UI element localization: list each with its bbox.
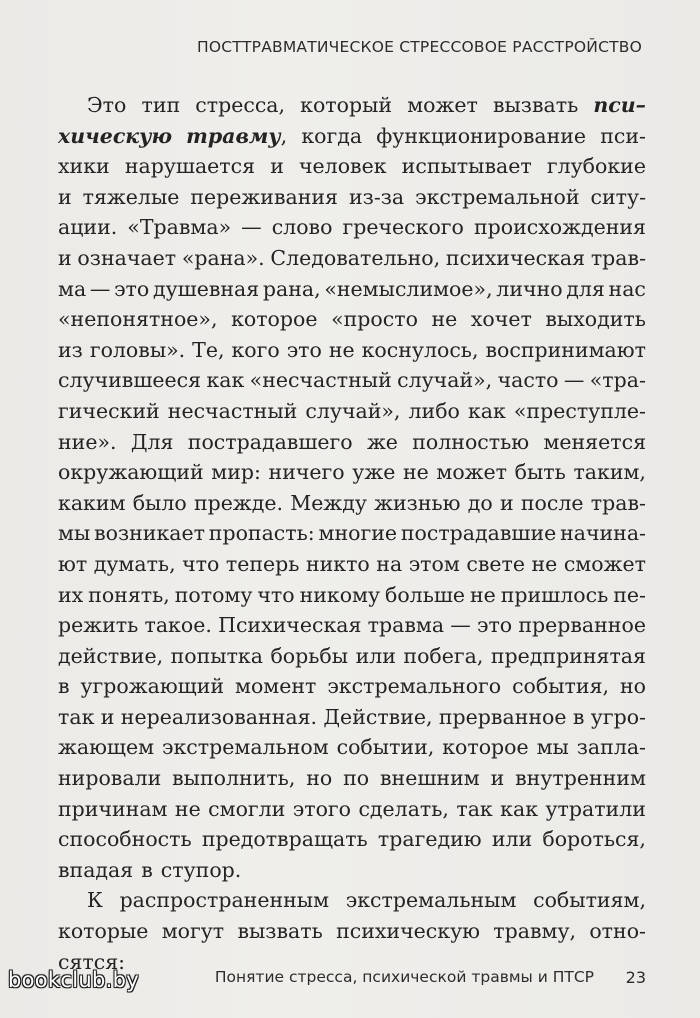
word: хочет (470, 307, 532, 332)
word: стресса, (195, 93, 286, 117)
word: этого (292, 796, 352, 821)
word: К (87, 888, 103, 913)
word: пси- (600, 123, 646, 148)
word: случившееся (58, 368, 202, 393)
word: так (456, 796, 493, 821)
word: прерванное (438, 704, 567, 729)
word: но (619, 674, 646, 699)
word: угро- (590, 704, 646, 729)
text-line (58, 243, 646, 274)
word: «тра- (589, 368, 646, 393)
word: режить (58, 613, 139, 638)
word: смогли (208, 796, 286, 821)
word: — (89, 276, 111, 301)
text-line (58, 365, 646, 396)
word: душевная (152, 276, 260, 301)
text-line (58, 151, 646, 182)
word: не (174, 796, 201, 821)
body-text (58, 90, 646, 977)
word: «непонятное», (58, 307, 218, 332)
word: на (376, 551, 403, 576)
word: греческого (342, 215, 464, 240)
word: пе- (613, 582, 646, 607)
word: могут (161, 919, 225, 944)
word: нас (608, 276, 646, 301)
word: момент (235, 674, 317, 699)
word: пропасть: (208, 521, 315, 546)
word: нереализованная. (120, 704, 318, 729)
page-number: 23 (625, 968, 646, 987)
word: пострадавшие (400, 521, 557, 546)
word: угрожающий (80, 674, 225, 699)
word: и (58, 184, 72, 209)
word: коснулось, (361, 337, 479, 362)
word: травму, (186, 123, 288, 148)
word: не (531, 551, 558, 576)
word: из-за (348, 184, 405, 209)
word: означает (77, 245, 177, 270)
word: экстремальным (345, 888, 517, 913)
word: для (566, 276, 605, 301)
word: ма (58, 276, 87, 301)
word: запла- (576, 735, 646, 760)
text-line (58, 885, 646, 916)
word: психическая (445, 245, 586, 270)
text-line (58, 274, 646, 305)
word: функционирование (376, 123, 587, 148)
word: ние». (58, 429, 117, 454)
word: жизнью (374, 490, 461, 515)
text-line (58, 732, 646, 763)
text-line (58, 671, 646, 702)
word: многие (318, 521, 398, 546)
word: больше (385, 582, 466, 607)
word: не (328, 337, 355, 362)
word: никто (305, 551, 370, 576)
word: начина- (560, 521, 646, 546)
word: головы». (89, 337, 186, 362)
word: и (100, 704, 115, 729)
word: бороться, (542, 827, 646, 852)
text-line (58, 90, 646, 121)
word: распространенным (119, 888, 330, 913)
word: Психическая (218, 613, 362, 638)
word: который (300, 93, 393, 117)
word: и (270, 154, 284, 179)
word: впадая (58, 857, 134, 882)
running-header: ПОСТТРАВМАТИЧЕСКОЕ СТРЕССОВОЕ РАССТРОЙСТВО (197, 38, 642, 56)
word: тяжелые (82, 184, 180, 209)
word: до (467, 490, 493, 515)
word: ничего (268, 460, 345, 485)
word: Те, (192, 337, 225, 362)
word: такое. (144, 613, 212, 638)
word: попытка (170, 643, 263, 668)
word: события, (512, 674, 610, 699)
word: пси– (593, 93, 646, 117)
text-line (58, 702, 646, 733)
word: или (491, 827, 533, 852)
text-line (58, 580, 646, 611)
word: несчастный (167, 398, 298, 423)
word: в (572, 704, 585, 729)
word: но (306, 766, 333, 791)
word: предпринятая (490, 643, 646, 668)
word: Это (87, 93, 127, 117)
word: что (257, 582, 295, 607)
text-line (58, 121, 646, 152)
word: в (141, 857, 153, 882)
word: экстремальном (162, 735, 329, 760)
word: пришлось (500, 582, 609, 607)
word: это (114, 276, 150, 301)
text-line (58, 763, 646, 794)
word: сделать, (358, 796, 449, 821)
text-line (58, 182, 646, 213)
word: «преступле- (513, 398, 646, 423)
word: трагедию (377, 827, 482, 852)
word: способность (58, 827, 192, 852)
word: событии, (336, 735, 435, 760)
word: «немыслимое», (324, 276, 493, 301)
word: это (476, 613, 513, 638)
word: слово (271, 215, 333, 240)
word: трав- (590, 490, 646, 515)
word: борьбы (270, 643, 349, 668)
word: думать, (93, 551, 176, 576)
word: «рана». (181, 245, 265, 270)
word: меняется (543, 429, 646, 454)
word: трав- (590, 245, 646, 270)
word: вызвать (492, 93, 579, 117)
word: мир: (211, 460, 261, 485)
word: в (58, 674, 70, 699)
word: прерванное (518, 613, 646, 638)
word: может (407, 93, 478, 117)
word: — (450, 613, 471, 638)
text-line (58, 641, 646, 672)
word: «просто (331, 307, 418, 332)
word: не (402, 460, 429, 485)
word: ситу- (590, 184, 646, 209)
text-line (58, 396, 646, 427)
text-line (58, 488, 646, 519)
word: свете (466, 551, 525, 576)
word: лично (496, 276, 563, 301)
word: травму, (493, 919, 577, 944)
text-line (58, 518, 646, 549)
word: и (58, 245, 72, 270)
word: часто (497, 368, 559, 393)
word: утратили (545, 796, 646, 821)
word: это (286, 337, 322, 362)
word: мы (58, 521, 91, 546)
word: ации. (58, 215, 118, 240)
text-line (58, 304, 646, 335)
word: окружающий (58, 460, 204, 485)
word: полностью (412, 429, 530, 454)
word: хики (58, 154, 110, 179)
word: и (490, 766, 505, 791)
word: ют (58, 551, 88, 576)
word: как (467, 398, 506, 423)
text-line (58, 335, 646, 366)
watermark: bookclub.by (8, 968, 139, 992)
word: психическую (336, 919, 480, 944)
word: мы (536, 735, 569, 760)
word: которое (442, 735, 529, 760)
word: случай», (397, 368, 493, 393)
word: травма (367, 613, 445, 638)
word: после (520, 490, 584, 515)
word: их (58, 582, 84, 607)
word: уже (352, 460, 396, 485)
word: Между (290, 490, 367, 515)
word: воспринимают (485, 337, 646, 362)
word: гический (58, 398, 160, 423)
word: как (500, 796, 539, 821)
word: потому (174, 582, 253, 607)
word: внешним (380, 766, 480, 791)
word: из (58, 337, 83, 362)
word: испытывает (401, 154, 532, 179)
word: быть (514, 460, 566, 485)
word: либо (408, 398, 460, 423)
word: по (343, 766, 370, 791)
word: возникает (94, 521, 205, 546)
word: тип (141, 93, 181, 117)
word: экстремальной (415, 184, 580, 209)
text-line (58, 427, 646, 458)
word: внутренним (515, 766, 646, 791)
word: понять, (88, 582, 170, 607)
word: таким, (573, 460, 646, 485)
word: Следовательно, (270, 245, 441, 270)
word: как (206, 368, 245, 393)
word: нировали (58, 766, 162, 791)
word: сятся: (58, 949, 126, 974)
word: этом (408, 551, 460, 576)
word: переживания (190, 184, 338, 209)
word: хическую (58, 123, 172, 148)
word: случай», (305, 398, 401, 423)
word: которое (231, 307, 318, 332)
text-line (58, 457, 646, 488)
word: не (470, 582, 496, 607)
text-line (58, 549, 646, 580)
word: — (241, 215, 262, 240)
word: прежде. (193, 490, 284, 515)
word: «Травма» (127, 215, 232, 240)
word: которые (58, 919, 149, 944)
text-line (58, 916, 646, 947)
word: сможет (563, 551, 646, 576)
word: Действие, (323, 704, 433, 729)
word: кого (231, 337, 280, 362)
text-line (58, 794, 646, 825)
text-line (58, 824, 646, 855)
word: отно- (589, 919, 646, 944)
word: так (58, 704, 95, 729)
word: человек (299, 154, 387, 179)
word: выполнить, (172, 766, 296, 791)
word: когда (301, 123, 363, 148)
word: было (132, 490, 187, 515)
footer-chapter-title: Понятие стресса, психической травмы и ПТСР (214, 968, 594, 986)
word: или (355, 643, 396, 668)
word: каким (58, 490, 126, 515)
word: и (499, 490, 514, 515)
word: пострадавшего (187, 429, 353, 454)
text-line (58, 212, 646, 243)
word: событиям, (533, 888, 646, 913)
word: нарушается (124, 154, 256, 179)
text-line (58, 610, 646, 641)
word: может (436, 460, 508, 485)
word: «несчастный (249, 368, 392, 393)
text-line (58, 855, 646, 886)
word: — (563, 368, 585, 393)
word: происхождения (473, 215, 646, 240)
word: же (366, 429, 398, 454)
word: Для (130, 429, 174, 454)
word: предотвращать (201, 827, 368, 852)
word: рана, (262, 276, 321, 301)
word: ступор. (160, 857, 242, 882)
word: действие, (58, 643, 164, 668)
word: что (182, 551, 220, 576)
word: вызвать (237, 919, 323, 944)
word: экстремального (327, 674, 502, 699)
word: глубокие (546, 154, 646, 179)
word: никому (299, 582, 381, 607)
word: теперь (225, 551, 300, 576)
word: причинам (58, 796, 168, 821)
word: жающем (58, 735, 155, 760)
word: выходить (545, 307, 646, 332)
word: побега, (403, 643, 484, 668)
word: не (431, 307, 458, 332)
